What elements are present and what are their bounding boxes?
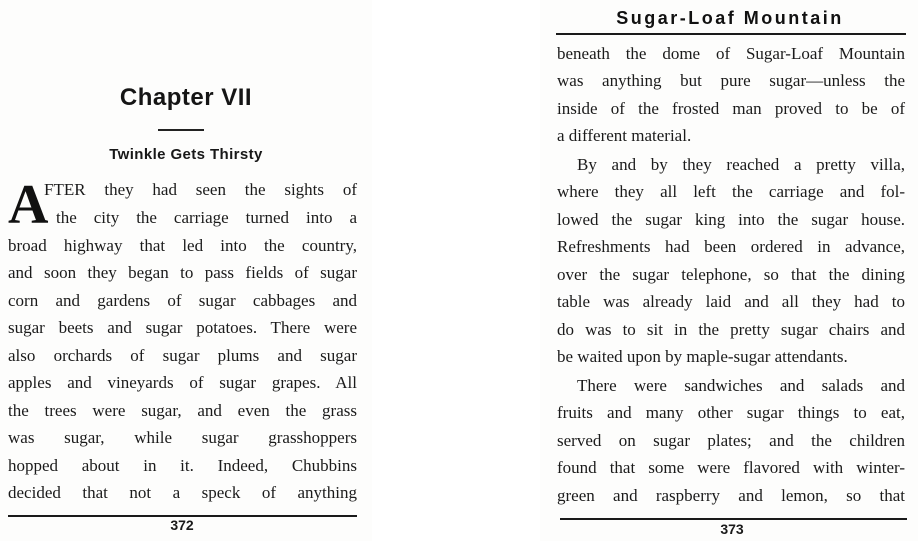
text-line: also orchards of sugar plums and sugar	[8, 346, 357, 365]
text-line: a different material.	[557, 126, 692, 145]
text-line: do was to sit in the pretty sugar chairs and	[557, 320, 905, 339]
text-line: lowed the sugar king into the sugar house.	[557, 210, 905, 229]
text-line: found that some were flavored with winter-	[557, 458, 905, 477]
text-line: over the sugar telephone, so that the dining	[557, 265, 905, 284]
text-line: decided that not a speck of anything	[8, 483, 357, 502]
text-line: the trees were sugar, and even the grass	[8, 401, 357, 420]
chapter-subtitle: Twinkle Gets Thirsty	[109, 146, 263, 163]
text-line: beneath the dome of Sugar-Loaf Mountain	[557, 44, 905, 63]
text-line: sugar beets and sugar potatoes. There were	[8, 318, 357, 337]
text-line: hopped about in it. Indeed, Chubbins	[8, 456, 357, 475]
title-divider	[158, 129, 204, 131]
text-line: the city the carriage turned into a	[56, 208, 357, 227]
text-line: where they all left the carriage and fol-	[557, 182, 905, 201]
text-line: corn and gardens of sugar cabbages and	[8, 291, 357, 310]
text-line: fruits and many other sugar things to eat,	[557, 403, 905, 422]
text-line: be waited upon by maple-sugar attendants.	[557, 347, 848, 366]
page-number: 373	[720, 521, 744, 537]
text-line: and soon they began to pass fields of sugar	[8, 263, 357, 282]
page-number: 372	[170, 517, 194, 533]
page-gutter	[372, 0, 540, 541]
drop-cap: A	[8, 174, 49, 236]
text-line: served on sugar plates; and the children	[557, 431, 905, 450]
text-line: broad highway that led into the country,	[8, 236, 357, 255]
text-line: was sugar, while sugar grasshoppers	[8, 428, 357, 447]
text-line: By and by they reached a pretty villa,	[577, 155, 905, 174]
footer-rule	[560, 518, 907, 520]
text-line: There were sandwiches and salads and	[577, 376, 905, 395]
text-line: Refreshments had been ordered in advance,	[557, 237, 905, 256]
chapter-title: Chapter VII	[119, 84, 253, 111]
text-line: inside of the frosted man proved to be of	[557, 99, 905, 118]
text-line: table was already laid and all they had to	[557, 292, 905, 311]
text-line: green and raspberry and lemon, so that	[557, 486, 905, 505]
text-line: apples and vineyards of sugar grapes. All	[8, 373, 357, 392]
running-head: Sugar-Loaf Mountain	[616, 8, 844, 28]
text-line: was anything but pure sugar—unless the	[557, 71, 905, 90]
text-line: FTER they had seen the sights of	[44, 180, 357, 199]
header-rule	[556, 33, 906, 35]
